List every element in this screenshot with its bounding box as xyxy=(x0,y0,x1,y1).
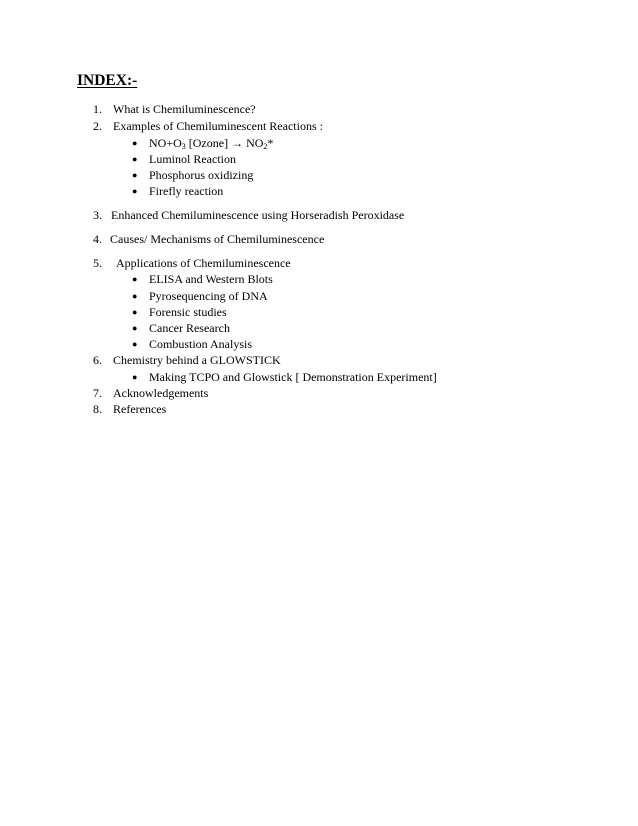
index-heading: INDEX:- xyxy=(77,72,138,89)
item-text: Chemistry behind a GLOWSTICK xyxy=(113,353,281,367)
item-number: 8. xyxy=(93,402,102,416)
item-number: 4. xyxy=(93,232,102,246)
bullet-icon: ● xyxy=(132,291,138,301)
sub-item-text: Luminol Reaction xyxy=(149,152,236,166)
sub-item-text: Forensic studies xyxy=(149,305,227,319)
item-text: Acknowledgements xyxy=(113,386,209,400)
item-number: 1. xyxy=(93,102,102,116)
sub-item-text: Making TCPO and Glowstick [ Demonstration Experiment] xyxy=(149,370,437,384)
item-number: 3. xyxy=(93,208,102,222)
item-text: What is Chemiluminescence? xyxy=(113,102,256,116)
sub-item-text: Firefly reaction xyxy=(149,184,224,198)
item-number: 6. xyxy=(93,353,102,367)
bullet-icon: ● xyxy=(132,154,138,164)
sub-item-text: Pyrosequencing of DNA xyxy=(149,289,268,303)
bullet-icon: ● xyxy=(132,186,138,196)
item-text: Enhanced Chemiluminescence using Horseradish Peroxidase xyxy=(111,208,405,222)
bullet-icon: ● xyxy=(132,323,138,333)
sub-item-text: Cancer Research xyxy=(149,321,230,335)
bullet-icon: ● xyxy=(132,170,138,180)
bullet-icon: ● xyxy=(132,138,138,148)
sub-item-text: Combustion Analysis xyxy=(149,337,253,351)
item-text: Examples of Chemiluminescent Reactions : xyxy=(113,119,323,133)
bullet-icon: ● xyxy=(132,372,138,382)
sub-item-text: ELISA and Western Blots xyxy=(149,272,273,286)
bullet-icon: ● xyxy=(132,339,138,349)
sub-item-text: Phosphorus oxidizing xyxy=(149,168,254,182)
bullet-icon: ● xyxy=(132,307,138,317)
item-text: Applications of Chemiluminescence xyxy=(116,256,291,270)
item-text: References xyxy=(113,402,167,416)
item-text: Causes/ Mechanisms of Chemiluminescence xyxy=(110,232,325,246)
item-number: 5. xyxy=(93,256,102,270)
item-number: 2. xyxy=(93,119,102,133)
bullet-icon: ● xyxy=(132,274,138,284)
reaction-equation: $NO+O_3$ [Ozone] → $NO_2*$ xyxy=(149,136,274,151)
item-number: 7. xyxy=(93,386,102,400)
